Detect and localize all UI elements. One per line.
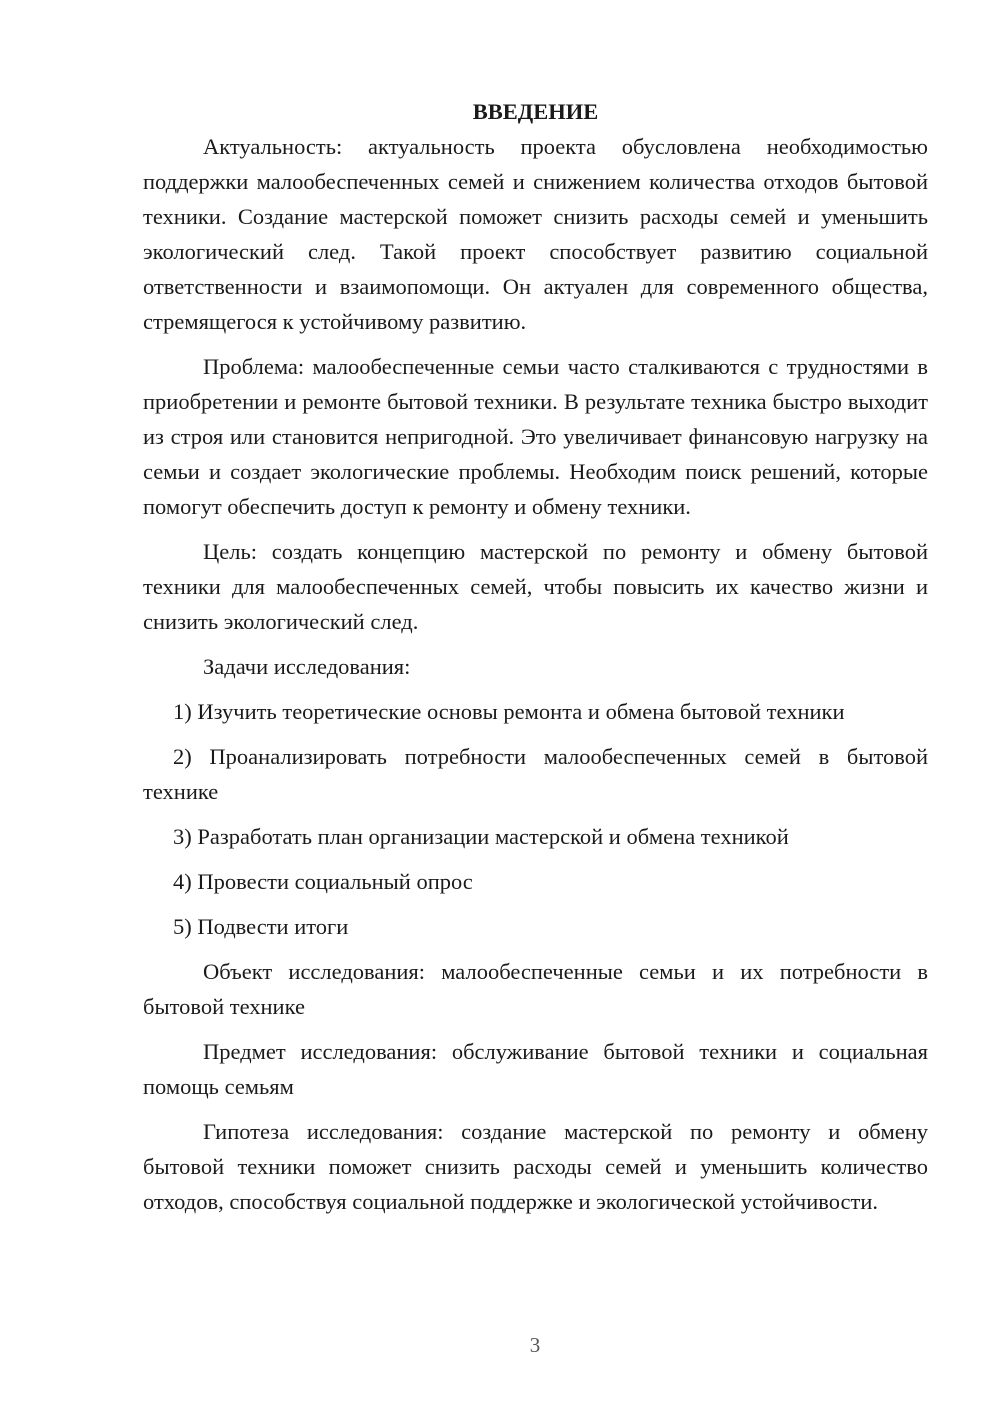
- subject-paragraph: Предмет исследования: обслуживание бытовой техники и социальная помощь семьям: [143, 1039, 928, 1099]
- page-content: [143, 94, 928, 1219]
- relevance-paragraph: Актуальность: актуальность проекта обусловлена необходимостью поддержки малообеспеченных семей и снижением количества отходов бытовой техники. Создание мастерской поможет снизить расходы семей и уменьшить экологический след. Такой проект способствует развитию социальной ответственности и взаимопомощи. Он актуален для современного общества, стремящегося к устойчивому развитию.: [143, 134, 928, 334]
- task-item-1: 1) Изучить теоретические основы ремонта и обмена бытовой техники: [173, 699, 845, 724]
- task-item-5: 5) Подвести итоги: [173, 914, 349, 939]
- page-title: ВВЕДЕНИЕ: [472, 99, 599, 124]
- task-item-2: 2) Проанализировать потребности малообеспеченных семей в бытовой технике: [143, 744, 928, 804]
- task-item-3: 3) Разработать план организации мастерской и обмена техникой: [173, 824, 789, 849]
- goal-paragraph: Цель: создать концепцию мастерской по ремонту и обмену бытовой техники для малообеспеченных семей, чтобы повысить их качество жизни и снизить экологический след.: [143, 539, 928, 634]
- hypothesis-paragraph: Гипотеза исследования: создание мастерской по ремонту и обмену бытовой техники поможет снизить расходы семей и уменьшить количество отходов, способствуя социальной поддержке и экологической устойчивости.: [143, 1119, 928, 1214]
- object-paragraph: Объект исследования: малообеспеченные семьи и их потребности в бытовой технике: [143, 959, 928, 1019]
- problem-paragraph: Проблема: малообеспеченные семьи часто сталкиваются с трудностями в приобретении и ремонте бытовой техники. В результате техника быстро выходит из строя или становится непригодной. Это увеличивает финансовую нагрузку на семьи и создает экологические проблемы. Необходим поиск решений, которые помогут обеспечить доступ к ремонту и обмену техники.: [143, 354, 928, 519]
- page-number: 3: [529, 1333, 541, 1357]
- tasks-heading: Задачи исследования:: [203, 654, 411, 679]
- task-item-4: 4) Провести социальный опрос: [173, 869, 473, 894]
- tasks-list: [143, 694, 928, 944]
